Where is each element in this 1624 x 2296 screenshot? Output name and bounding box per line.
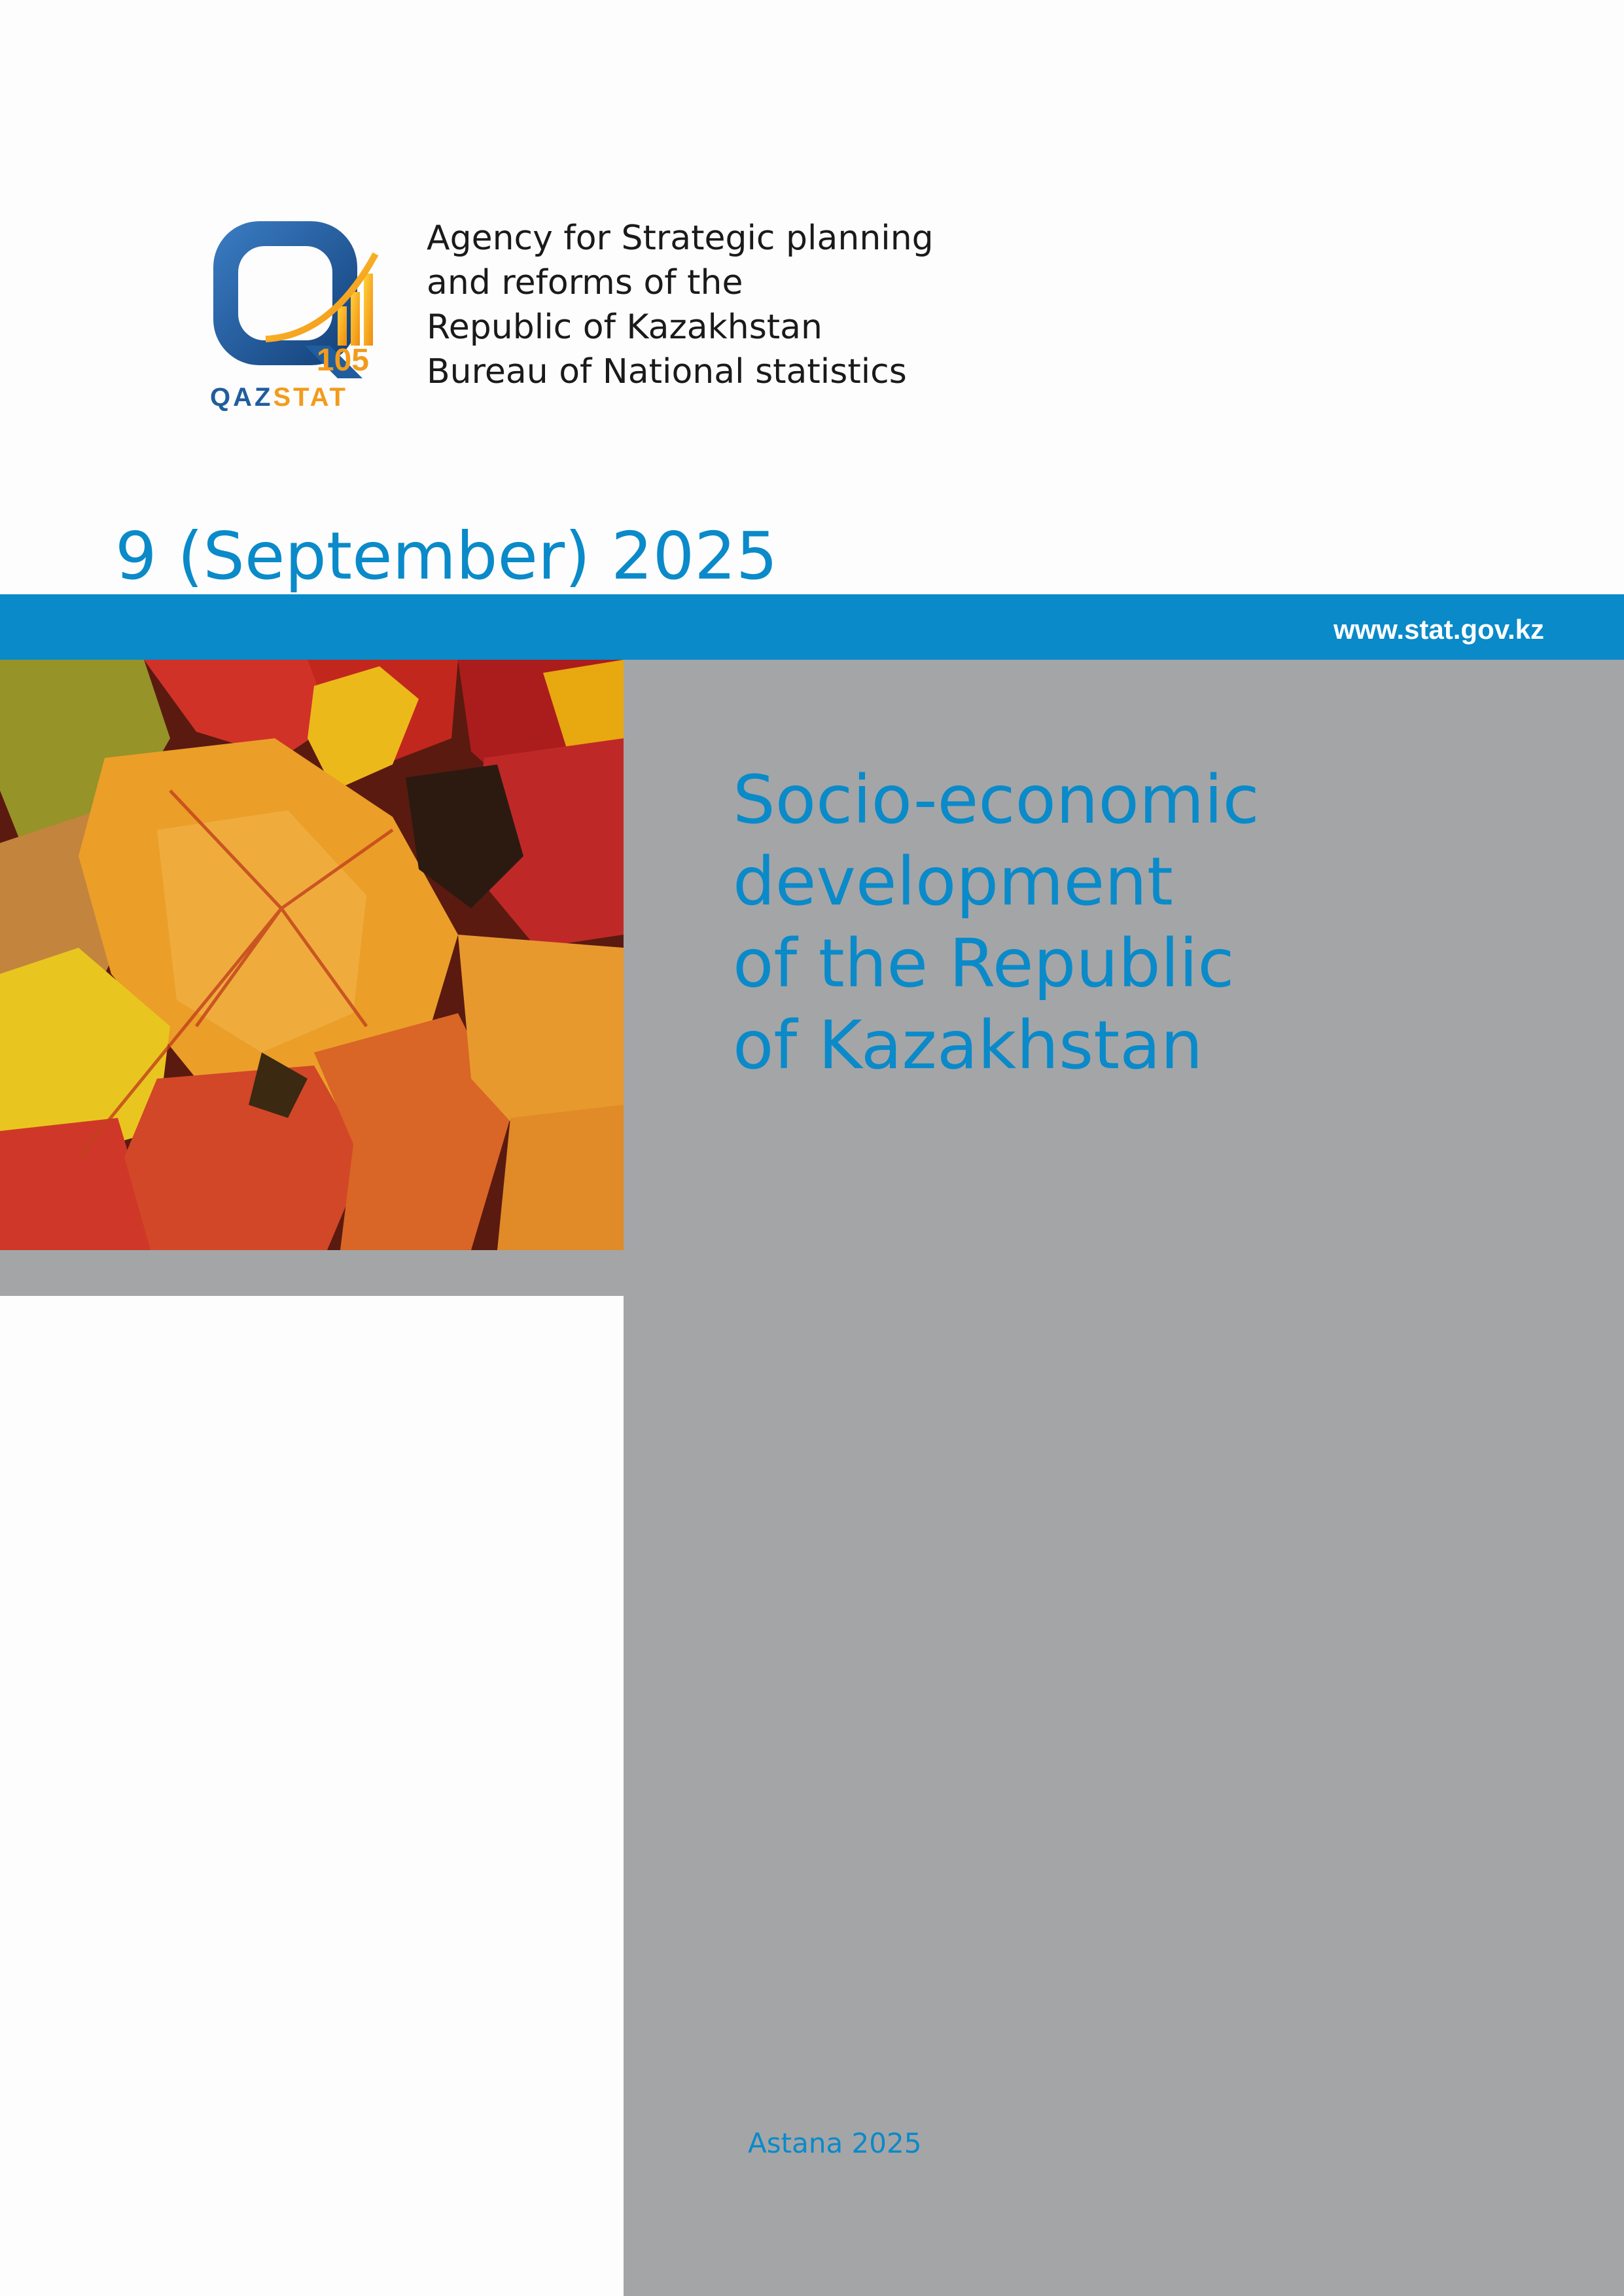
qazstat-logo-icon: [207, 215, 390, 411]
gray-strip: [0, 1250, 624, 1296]
agency-line-4: Bureau of National statistics: [427, 352, 907, 391]
agency-line-1: Agency for Strategic planning: [427, 219, 934, 258]
logo-brand-stat: STAT: [273, 383, 348, 411]
header-band: [0, 594, 1624, 660]
agency-line-2: and reforms of the: [427, 263, 743, 302]
logo-brand-qaz: QAZ: [210, 383, 274, 411]
autumn-maple-leaves-photo: [0, 660, 624, 1250]
city-year: Astana 2025: [748, 2127, 922, 2159]
title-line-2: development: [733, 843, 1173, 921]
title-line-4: of Kazakhstan: [733, 1007, 1203, 1085]
website-link[interactable]: www.stat.gov.kz: [1333, 614, 1544, 645]
agency-name: [427, 216, 1081, 394]
svg-text:QAZSTAT: [210, 383, 348, 411]
issue-date: 9 (September) 2025: [115, 518, 778, 594]
report-title: [733, 759, 1518, 1086]
title-line-3: of the Republic: [733, 925, 1235, 1003]
agency-line-3: Republic of Kazakhstan: [427, 308, 823, 347]
logo-badge: 105: [316, 343, 369, 378]
title-line-1: Socio-economic: [733, 761, 1260, 839]
